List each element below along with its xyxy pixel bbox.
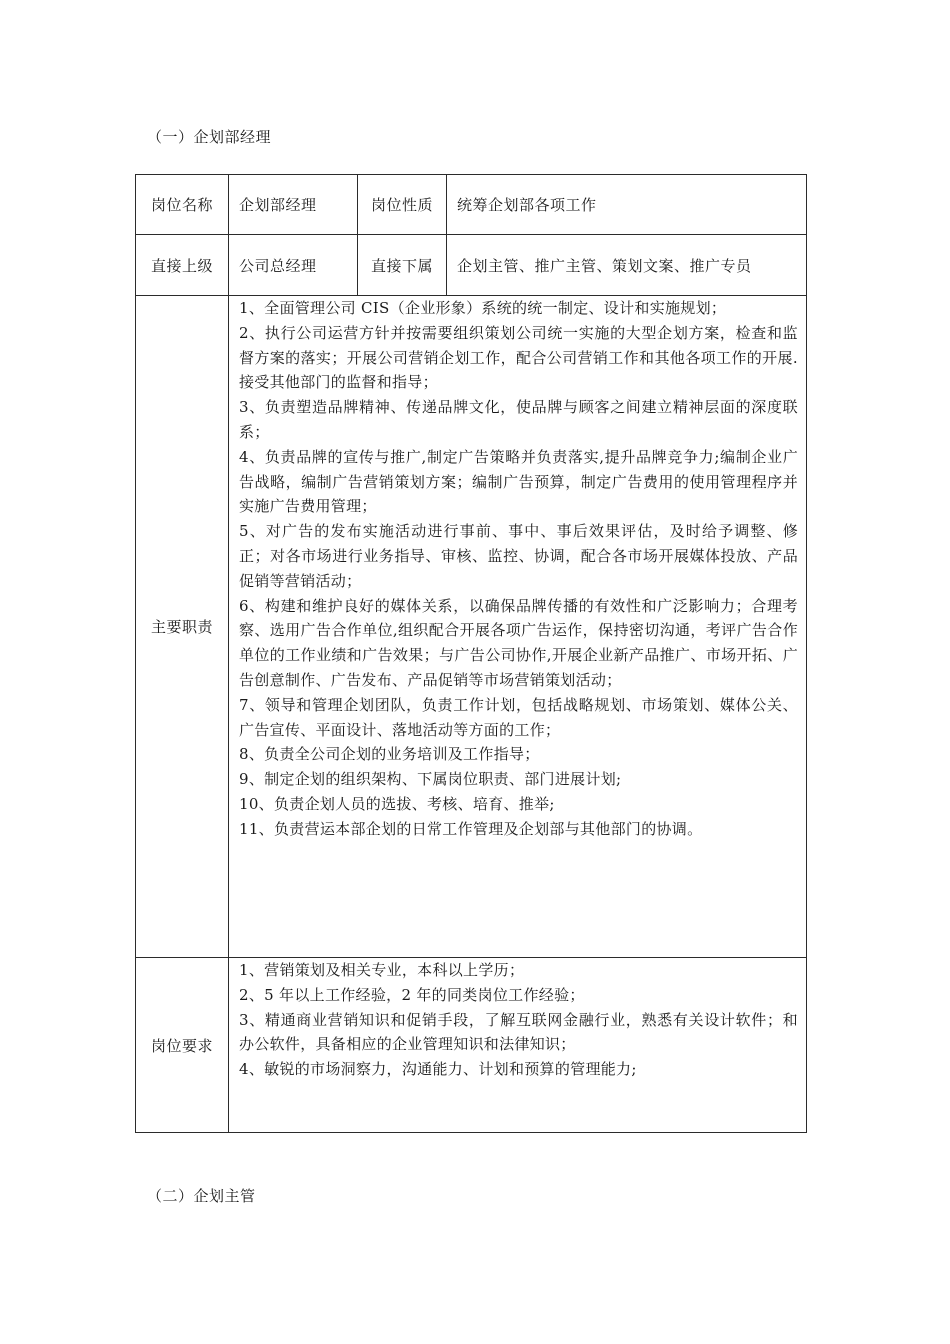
requirement-item: 3、精通商业营销知识和促销手段，了解互联网金融行业，熟悉有关设计软件；和办公软件，具备相应的企业管理知识和法律知识；	[239, 1010, 798, 1054]
requirements-list	[239, 958, 798, 1082]
value-direct-superior: 公司总经理	[229, 235, 358, 296]
duties-cell	[229, 296, 807, 958]
requirements-cell	[229, 958, 807, 1133]
label-position-nature: 岗位性质	[358, 175, 447, 235]
section-title-supervisor: （二）企划主管	[147, 1187, 256, 1205]
duty-item: 10、负责企划人员的选拔、考核、培育、推举;	[239, 794, 555, 813]
table-row-position	[136, 175, 807, 235]
duty-item: 7、领导和管理企划团队，负责工作计划，包括战略规划、市场策划、媒体公关、广告宣传、平面设计、落地活动等方面的工作；	[239, 695, 798, 739]
label-requirements: 岗位要求	[136, 958, 229, 1133]
duty-item: 8、负责全公司企划的业务培训及工作指导；	[239, 745, 540, 764]
value-position-name: 企划部经理	[229, 175, 358, 235]
duty-item: 3、负责塑造品牌精神、传递品牌文化，使品牌与顾客之间建立精神层面的深度联系；	[239, 398, 798, 441]
duties-list	[239, 296, 798, 842]
label-position-name: 岗位名称	[136, 175, 229, 235]
table-row-duties	[136, 296, 807, 958]
section-title-manager: （一）企划部经理	[147, 128, 272, 146]
requirement-item: 1、营销策划及相关专业，本科以上学历；	[239, 961, 525, 979]
requirement-item: 4、敏锐的市场洞察力，沟通能力、计划和预算的管理能力;	[239, 1060, 637, 1079]
duty-item: 9、制定企划的组织架构、下属岗位职责、部门进展计划;	[239, 770, 622, 789]
job-description-table	[135, 174, 807, 1133]
label-main-duties: 主要职责	[136, 296, 229, 958]
label-direct-subordinates: 直接下属	[358, 235, 447, 296]
label-direct-superior: 直接上级	[136, 235, 229, 296]
value-position-nature: 统筹企划部各项工作	[447, 175, 807, 235]
duty-item: 6、构建和维护良好的媒体关系，以确保品牌传播的有效性和广泛影响力；合理考察、选用广告合作单位,组织配合开展各项广告运作，保持密切沟通，考评广告合作单位的工作业绩和广告效果；与广告公司协作,开展企业新产品推广、市场开拓、广告创意制作、广告发布、产品促销等市场营销策划活动；	[239, 596, 798, 689]
duty-item: 1、全面管理公司 CIS（企业形象）系统的统一制定、设计和实施规划；	[239, 299, 727, 317]
requirement-item: 2、5 年以上工作经验，2 年的同类岗位工作经验；	[239, 985, 585, 1004]
duty-item: 5、对广告的发布实施活动进行事前、事中、事后效果评估，及时给予调整、修正；对各市场进行业务指导、审核、监控、协调，配合各市场开展媒体投放、产品促销等营销活动；	[239, 522, 798, 590]
duty-item: 11、负责营运本部企划的日常工作管理及企划部与其他部门的协调。	[239, 819, 703, 838]
table-row-reporting	[136, 235, 807, 296]
table-row-requirements	[136, 958, 807, 1133]
duty-item: 4、负责品牌的宣传与推广,制定广告策略并负责落实,提升品牌竞争力;编制企业广告战略，编制广告营销策划方案；编制广告预算，制定广告费用的使用管理程序并实施广告费用管理；	[239, 447, 798, 516]
duty-item: 2、执行公司运营方针并按需要组织策划公司统一实施的大型企划方案，检查和监督方案的落实；开展公司营销企划工作，配合公司营销工作和其他各项工作的开展.接受其他部门的监督和指导；	[239, 323, 798, 392]
value-direct-subordinates: 企划主管、推广主管、策划文案、推广专员	[447, 235, 807, 296]
